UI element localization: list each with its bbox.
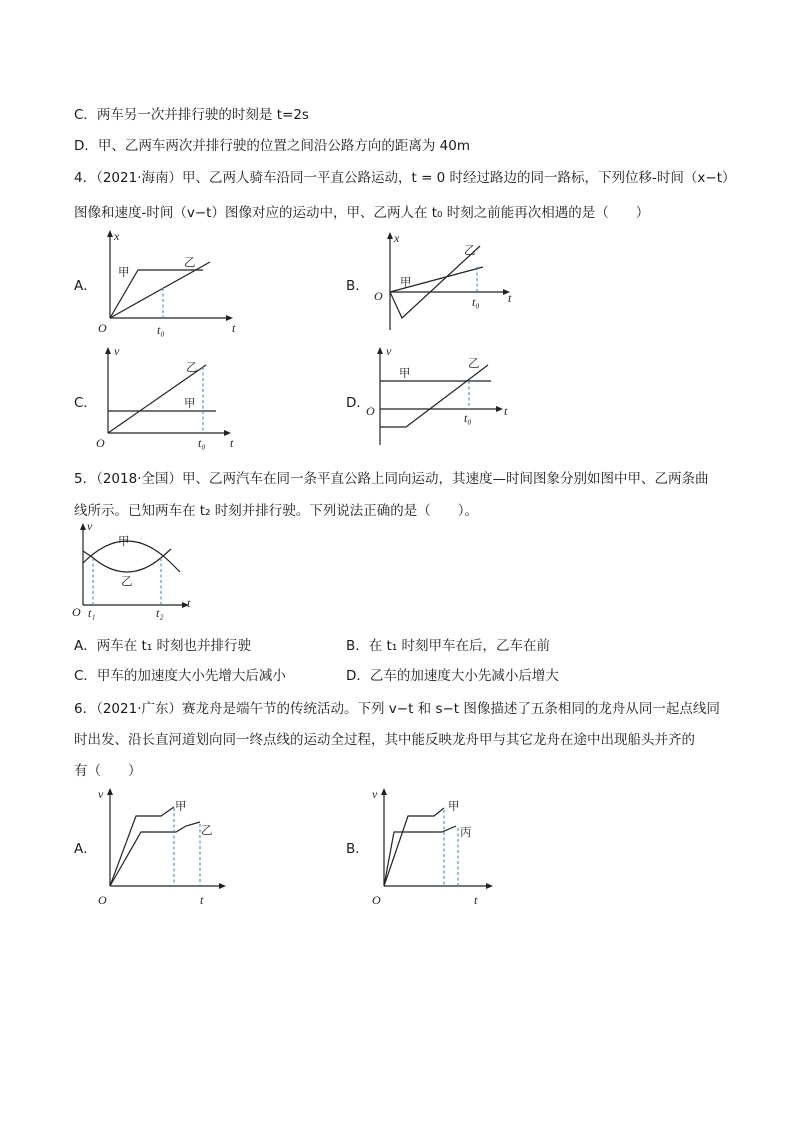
x-axis-label: x xyxy=(394,231,400,245)
t1-label: t₁ xyxy=(88,606,96,620)
t-axis-label: t xyxy=(508,291,512,305)
origin-label: O xyxy=(366,404,375,418)
origin-label: O xyxy=(98,893,107,907)
origin-label: O xyxy=(98,321,107,335)
series-yi xyxy=(110,822,200,886)
q4-graph-a xyxy=(100,228,240,338)
series-jia-label: 甲 xyxy=(448,799,460,813)
q4-option-b-label: B． xyxy=(346,278,369,294)
q5-option-d: D．乙车的加速度大小先减小后增大 xyxy=(346,668,559,684)
t0-label: t₀ xyxy=(157,323,165,337)
t2-label: t₂ xyxy=(156,606,164,620)
origin-label: O xyxy=(96,436,105,450)
q6-stem-line3: 有（ ） xyxy=(74,763,142,779)
q5-stem-line2: 线所示。已知两车在 t₂ 时刻并排行驶。下列说法正确的是（ ）。 xyxy=(74,503,479,519)
t0-label: t₀ xyxy=(198,436,206,450)
series-jia-label: 甲 xyxy=(399,366,411,380)
q5-option-c: C．甲车的加速度大小先增大后减小 xyxy=(74,668,286,684)
q5-option-a: A．两车在 t₁ 时刻也并排行驶 xyxy=(74,638,252,654)
origin-label: O xyxy=(374,289,383,303)
q4-option-d-label: D． xyxy=(346,395,370,411)
x-axis-label: x xyxy=(114,229,120,243)
series-jia-label: 甲 xyxy=(118,534,130,548)
q4-option-a-label: A． xyxy=(74,278,97,294)
series-jia xyxy=(110,807,174,886)
q6-stem-line2: 时出发、沿长直河道划向同一终点线的运动全过程，其中能反映龙舟甲与其它龙舟在途中出现船头并齐的 xyxy=(74,732,695,748)
q5-stem-line1: 5．（2018·全国）甲、乙两汽车在同一条平直公路上同向运动，其速度—时间图象分别如图中甲、乙两条曲 xyxy=(74,471,709,487)
q6-option-a-label: A． xyxy=(74,841,97,857)
series-jia-label: 甲 xyxy=(175,799,187,813)
t-axis-label: t xyxy=(474,893,478,907)
q5-option-b: B．在 t₁ 时刻甲车在后，乙车在前 xyxy=(346,638,551,654)
v-axis-label: v xyxy=(372,787,378,801)
t0-label: t₀ xyxy=(472,295,480,309)
q6-graph-b xyxy=(370,780,510,905)
v-axis-label: v xyxy=(98,787,104,801)
origin-label: O xyxy=(72,605,81,619)
q4-graph-d xyxy=(366,343,516,453)
t-axis-label: t xyxy=(230,436,234,450)
series-yi xyxy=(380,365,488,427)
series-yi-label: 乙 xyxy=(201,823,213,837)
series-jia xyxy=(83,541,180,572)
series-jia-label: 甲 xyxy=(400,275,412,289)
v-axis-label: v xyxy=(114,344,120,358)
q4-graph-b xyxy=(374,228,520,338)
q3-option-d: D．甲、乙两车两次并排行驶的位置之间沿公路方向的距离为 40m xyxy=(74,138,471,154)
t-axis-label: t xyxy=(187,596,191,610)
q4-stem-line2: 图像和速度-时间（v−t）图像对应的运动中，甲、乙两人在 t₀ 时刻之前能再次相遇的是（ ） xyxy=(74,205,650,221)
series-jia xyxy=(384,808,444,886)
t-axis-label: t xyxy=(232,321,236,335)
series-bing-label: 丙 xyxy=(460,825,472,839)
t-axis-label: t xyxy=(504,404,508,418)
origin-label: O xyxy=(372,893,381,907)
q4-graph-c xyxy=(96,343,246,453)
v-axis-label: v xyxy=(87,519,93,533)
series-yi-label: 乙 xyxy=(468,356,480,370)
series-yi-label: 乙 xyxy=(121,574,133,588)
t0-label: t₀ xyxy=(464,411,472,425)
series-jia-label: 甲 xyxy=(184,396,196,410)
series-yi-label: 乙 xyxy=(184,255,196,269)
q6-graph-a xyxy=(96,780,236,905)
series-jia-label: 甲 xyxy=(118,265,130,279)
q5-graph xyxy=(74,521,204,621)
t-axis-label: t xyxy=(200,893,204,907)
series-yi-label: 乙 xyxy=(186,360,198,374)
series-yi-label: 乙 xyxy=(464,243,476,257)
q4-stem-line1: 4．（2021·海南）甲、乙两人骑车沿同一平直公路运动，t = 0 时经过路边的同一路标，下列位移-时间（x−t） xyxy=(74,170,736,186)
v-axis-label: v xyxy=(386,344,392,358)
q6-option-b-label: B． xyxy=(346,841,369,857)
q3-option-c: C．两车另一次并排行驶的时刻是 t=2s xyxy=(74,107,309,123)
q6-stem-line1: 6．（2021·广东）赛龙舟是端午节的传统活动。下列 v−t 和 s−t 图像描述了五条相同的龙舟从同一起点线同 xyxy=(74,701,720,717)
q4-option-c-label: C． xyxy=(74,395,97,411)
